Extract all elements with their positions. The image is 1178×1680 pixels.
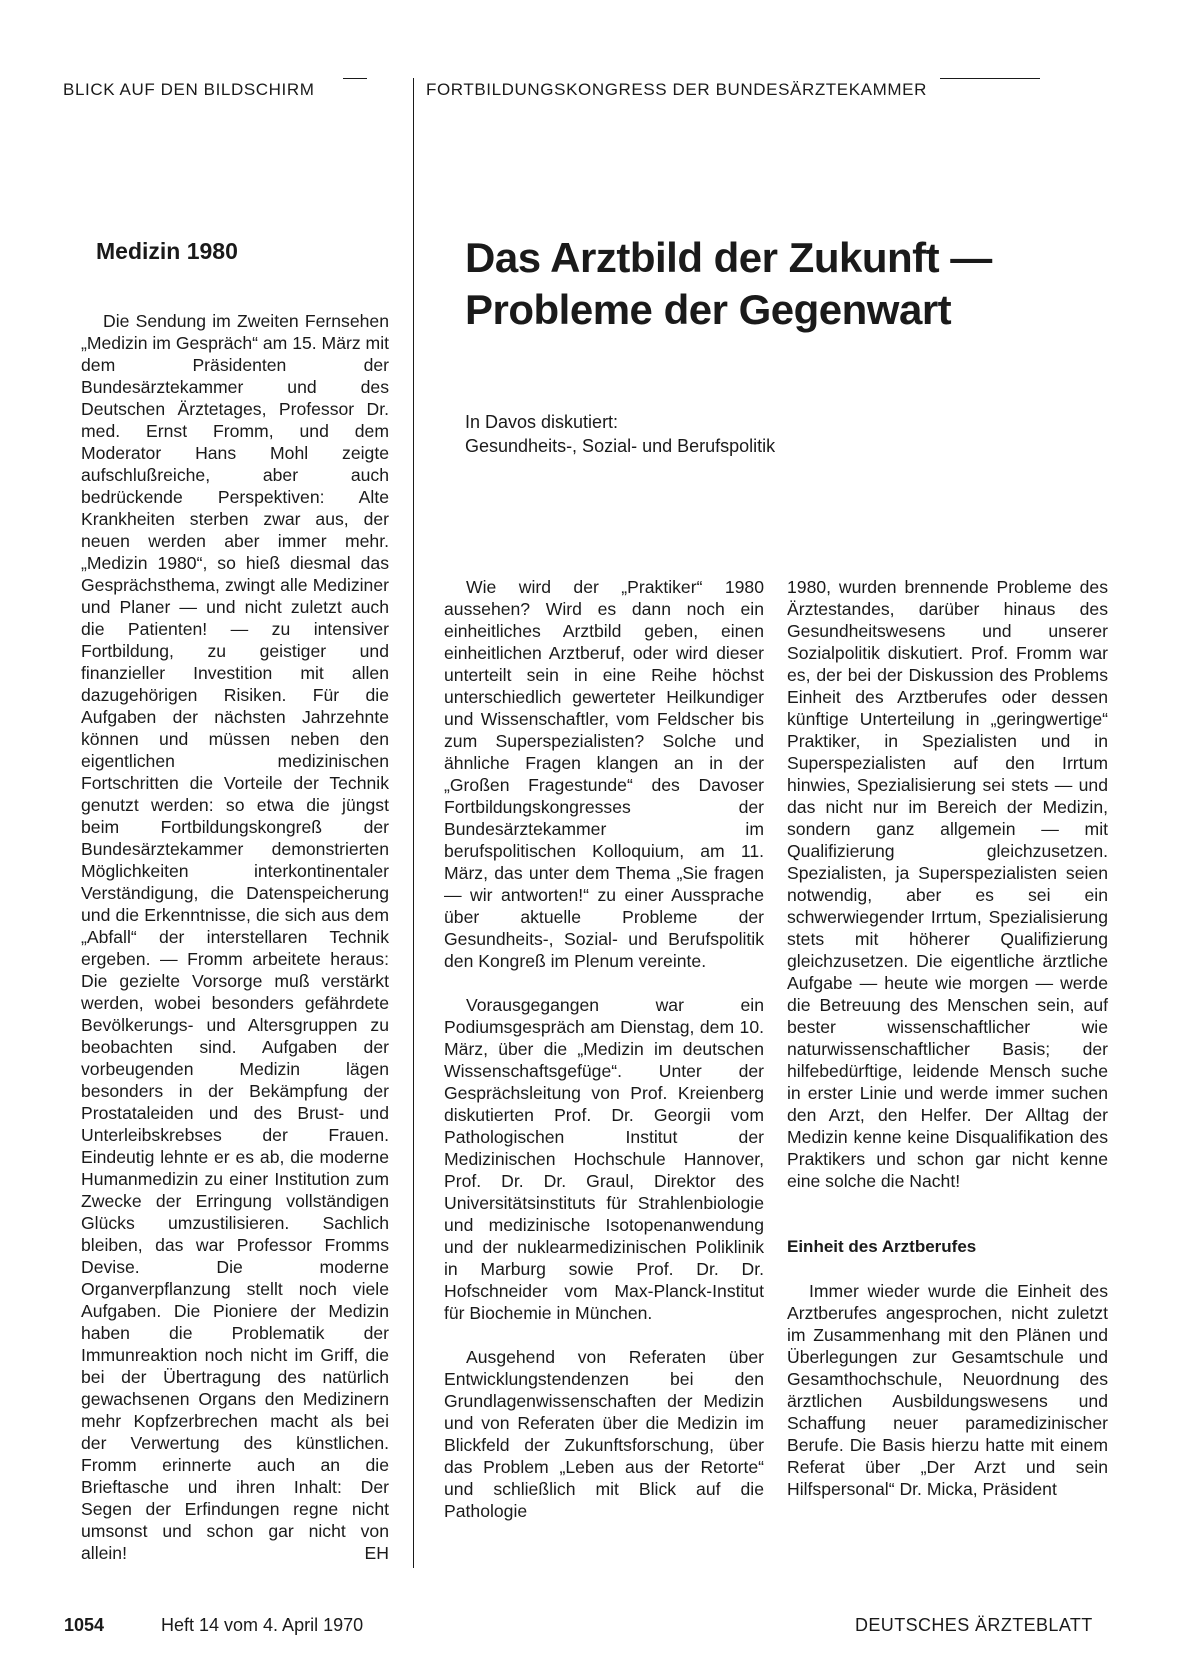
article-title-line-1: Das Arztbild der Zukunft — (465, 234, 992, 281)
column-divider (413, 78, 414, 1568)
article-subtitle-line-2: Gesundheits-, Sozial- und Berufspolitik (465, 436, 776, 456)
header-rule-right (940, 78, 1040, 79)
journal-name: DEUTSCHES ÄRZTEBLATT (855, 1615, 1093, 1635)
article-subheading: Einheit des Arztberufes (787, 1237, 977, 1256)
sidebar-paragraph (81, 310, 389, 1564)
article-paragraph: 1980, wurden brennende Probleme des Ärztestandes, darüber hinaus des Gesundheitswesens und unserer Sozialpolitik diskutiert. Prof. Fromm war es, der bei der Diskussion des Problems Einheit des Arztberufes oder dessen künftige Unterteilung in „geringwertige“ Praktiker, in Spezialisten und in Superspezialisten auf den Irrtum hinwies, Spezialisierung sei stets — und das nicht nur im Bereich der Medizin, sondern ganz allgemein — mit Qualifizierung gleichzusetzen. Spezialisten, ja Superspezialisten seien notwendig, aber es sei ein schwerwiegender Irrtum, Spezialisierung stets mit höherer Qualifizierung gleichzusetzen. Die eigentliche ärztliche Aufgabe — heute wie morgen — werde die Betreuung des Menschen sein, auf bester wissenschaftlicher wie naturwissenschaftlicher Basis; der hilfebedürftige, leidende Mensch suche in erster Linie und werde immer suchen den Arzt, den Helfer. Der Alltag der Medizin kenne keine Disqualifikation des Praktikers und schon gar nicht kenne eine solche die Nacht! (787, 577, 1108, 1191)
article-column-2 (787, 576, 1108, 1500)
header-rule-left (343, 78, 367, 79)
article-paragraph: Vorausgegangen war ein Podiumsgespräch am Dienstag, dem 10. März, über die „Medizin im deutschen Wissenschaftsgefüge“. Unter der Gesprächsleitung von Prof. Kreienberg diskutierten Prof. Dr. Georgii vom Pathologischen Institut der Medizinischen Hochschule Hannover, Prof. Dr. Dr. Graul, Direktor des Universitätsinstituts für Strahlenbiologie und medizinische Isotopenanwendung und der nuklearmedizinischen Poliklinik in Marburg sowie Prof. Dr. Dr. Hofschneider vom Max-Planck-Institut für Biochemie in München. (444, 995, 764, 1323)
article-paragraph: Immer wieder wurde die Einheit des Arztberufes angesprochen, nicht zuletzt im Zusammenhang mit den Plänen und Überlegungen zur Gesamtschule und Gesamthochschule, Neuordnung des ärztlichen Ausbildungswesens und Schaffung neuer paramedizinischer Berufe. Die Basis hierzu hatte mit einem Referat über „Der Arzt und sein Hilfspersonal“ Dr. Micka, Präsident (787, 1281, 1108, 1499)
article-column-1 (444, 576, 764, 1522)
article-subtitle-line-1: In Davos diskutiert: (465, 412, 619, 432)
article-paragraph: Ausgehend von Referaten über Entwicklungstendenzen bei den Grundlagenwissenschaften der Medizin und von Referaten über die Medizin im Blickfeld der Zukunftsforschung, über das Problem „Leben aus der Retorte“ und schließlich mit Blick auf die Pathologie (444, 1347, 764, 1521)
article-paragraph: Wie wird der „Praktiker“ 1980 aussehen? Wird es dann noch ein einheitliches Arztbild geben, einen einheitlichen Arztberuf, oder wird dieser unterteilt sein in eine Reihe höchst unterschiedlich gewerteter Heilkundiger und Wissenschaftler, vom Feldscher bis zum Superspezialisten? Solche und ähnliche Fragen klangen an in der „Großen Fragestunde“ des Davoser Fortbildungskongresses der Bundesärztekammer im berufspolitischen Kolloquium, am 11. März, das unter dem Thema „Sie fragen — wir antworten!“ zu einer Aussprache über aktuelle Probleme der Gesundheits-, Sozial- und Berufspolitik den Kongreß im Plenum vereinte. (444, 577, 764, 971)
page-number: 1054 (64, 1615, 105, 1635)
issue-info: Heft 14 vom 4. April 1970 (161, 1615, 364, 1635)
sidebar-title: Medizin 1980 (96, 238, 238, 264)
article-subtitle (465, 410, 775, 458)
section-header-left: BLICK AUF DEN BILDSCHIRM (63, 80, 315, 99)
sidebar-paragraph-text: Die Sendung im Zweiten Fernsehen „Medizin im Gespräch“ am 15. März mit dem Präsidenten der Bundesärztekammer und des Deutschen Ärztetages, Professor Dr. med. Ernst Fromm, und dem Moderator Hans Mohl zeigte aufschlußreiche, aber auch bedrückende Perspektiven: Alte Krankheiten sterben zwar aus, der neuen werden aber immer mehr. „Medizin 1980“, so hieß diesmal das Gesprächsthema, zwingt alle Mediziner und Planer — und nicht zuletzt auch die Patienten! — zu intensiver Fortbildung, zu geistiger und finanzieller Investition mit allen dazugehörigen Risiken. Für die Aufgaben der nächsten Jahrzehnte können und müssen neben den eigentlichen medizinischen Fortschritten die Vorteile der Technik genutzt werden: so etwa die jüngst beim Fortbildungskongreß der Bundesärztekammer demonstrierten Möglichkeiten interkontinentaler Verständigung, die Datenspeicherung und die Erkenntnisse, die sich aus dem „Abfall“ der interstellaren Technik ergeben. — Fromm arbeitete heraus: Die gezielte Vorsorge muß verstärkt werden, wobei besonders gefährdete Bevölkerungs- und Altersgruppen zu beobachten sind. Aufgaben der vorbeugenden Medizin lägen besonders in der Bekämpfung der Prostataleiden und des Brust- und Unterleibskrebses der Frauen. Eindeutig lehnte er es ab, die moderne Humanmedizin zu einer Institution zum Zwecke der Erringung vollständigen Glücks umzustilisieren. Sachlich bleiben, das war Professor Fromms Devise. Die moderne Organverpflanzung stellt noch viele Aufgaben. Die Pioniere der Medizin haben die Problematik der Immunreaktion noch nicht im Griff, die bei der Übertragung des natürlich gewachsenen Organs den Medizinern mehr Kopfzerbrechen macht als bei der Verwertung des künstlichen. Fromm erinnerte auch an die Brieftasche und ihren Inhalt: Der Segen der Erfindungen regne nicht umsonst und schon gar nicht von allein! (81, 311, 389, 1563)
sidebar-body (81, 310, 389, 1564)
section-header-right: FORTBILDUNGSKONGRESS DER BUNDESÄRZTEKAMMER (426, 80, 927, 99)
article-title-line-2: Probleme der Gegenwart (465, 286, 952, 333)
article-title (465, 232, 992, 336)
author-signature: EH (364, 1543, 389, 1563)
